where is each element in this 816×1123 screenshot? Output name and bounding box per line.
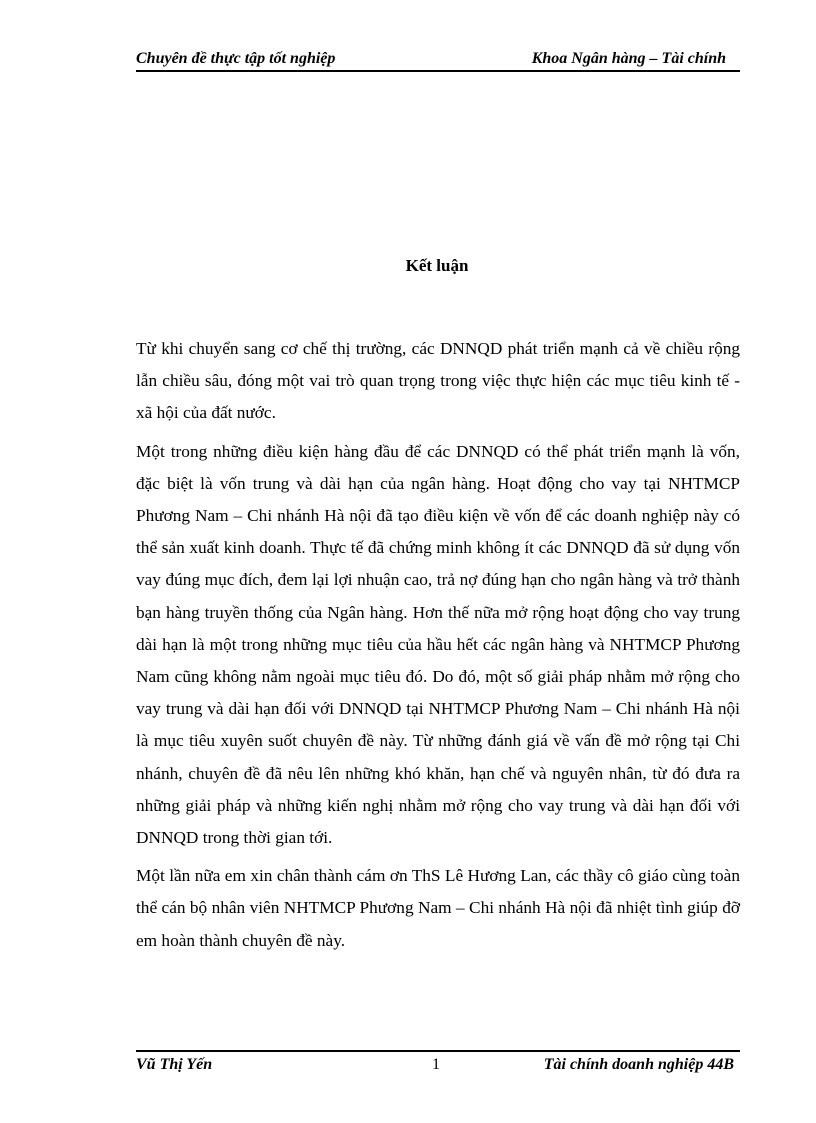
page-footer (136, 1050, 740, 1076)
paragraph-3: Một lần nữa em xin chân thành cám ơn ThS Lê Hương Lan, các thầy cô giáo cùng toàn thể cán bộ nhân viên NHTMCP Phương Nam – Chi nhánh Hà nội đã nhiệt tình giúp đỡ em hoàn thành chuyên đề này. (136, 866, 740, 950)
header-left-text: Chuyên đề thực tập tốt nghiệp (136, 50, 336, 67)
page-header (136, 50, 740, 72)
page-number: 1 (432, 1056, 440, 1073)
page-title: Kết luận (405, 256, 469, 275)
footer-class: Tài chính doanh nghiệp 44B (543, 1056, 734, 1073)
body-text (136, 333, 740, 963)
paragraph-2: Một trong những điều kiện hàng đầu để các DNNQD có thể phát triển mạnh là vốn, đặc biệt là vốn trung và dài hạn của ngân hàng. Hoạt động cho vay tại NHTMCP Phương Nam – Chi nhánh Hà nội đã tạo điều kiện về vốn để các doanh nghiệp này có thể sản xuất kinh doanh. Thực tế đã chứng minh không ít các DNNQD đã sử dụng vốn vay đúng mục đích, đem lại lợi nhuận cao, trả nợ đúng hạn cho ngân hàng và trở thành bạn hàng truyền thống của Ngân hàng. Hơn thế nữa mở rộng hoạt động cho vay trung dài hạn là một trong những mục tiêu của hầu hết các ngân hàng và NHTMCP Phương Nam cũng không nằm ngoài mục tiêu đó. Do đó, một số giải pháp nhằm mở rộng cho vay trung và dài hạn đối với DNNQD tại NHTMCP Phương Nam – Chi nhánh Hà nội là mục tiêu xuyên suốt chuyên đề này. Từ những đánh giá về vấn đề mở rộng tại Chi nhánh, chuyên đề đã nêu lên những khó khăn, hạn chế và nguyên nhân, từ đó đưa ra những giải pháp và những kiến nghị nhằm mở rộng cho vay trung và dài hạn đối với DNNQD trong thời gian tới. (136, 441, 740, 848)
paragraph-1: Từ khi chuyển sang cơ chế thị trường, các DNNQD phát triển mạnh cả về chiều rộng lẫn chiều sâu, đóng một vai trò quan trọng trong việc thực hiện các mục tiêu kinh tế - xã hội của đất nước. (136, 339, 740, 423)
header-right-text: Khoa Ngân hàng – Tài chính (531, 50, 726, 67)
footer-author: Vũ Thị Yến (136, 1056, 213, 1073)
